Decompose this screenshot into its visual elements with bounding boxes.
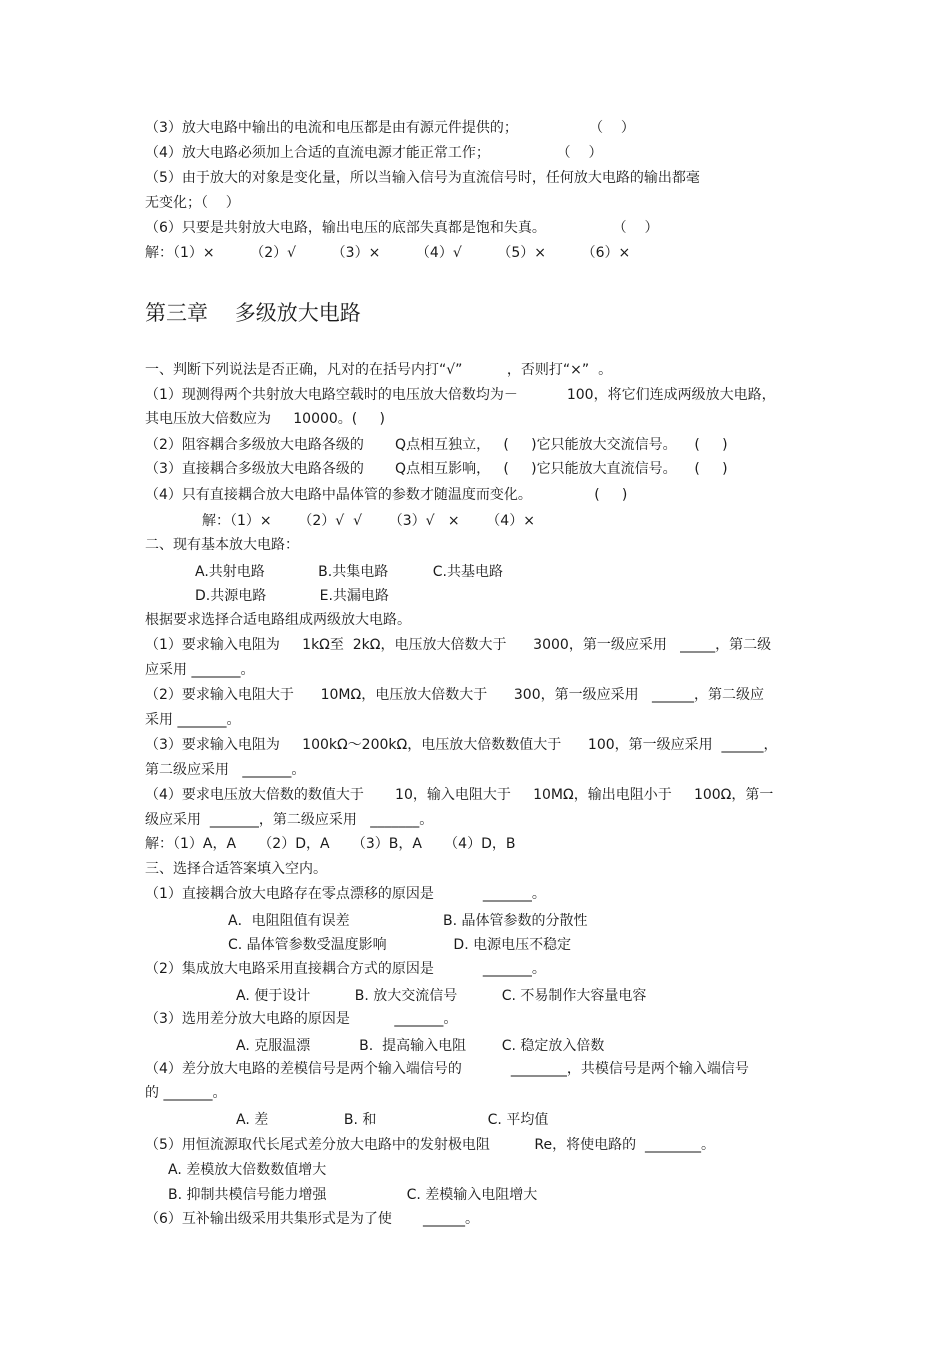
text-line: （2）要求输入电阻大于 10MΩ，电压放大倍数大于 300，第一级应采用 ______，第二级应 [145,687,764,703]
text-line: （3）直接耦合多级放大电路各级的 Q点相互影响， ( )它只能放大直流信号。 ( ) [145,461,728,477]
section-title: 二、现有基本放大电路： [145,537,299,553]
section-title: 一、判断下列说法是否正确，凡对的在括号内打“√” ，否则打“×” 。 [145,362,613,378]
text-line: 应采用 _______。 [145,662,255,678]
question-line: （2）集成放大电路采用直接耦合方式的原因是 _______。 [145,961,546,977]
answer-line: 解：（1）A，A （2）D，A （3）B，A （4）D，B [145,836,516,852]
text-line: （5）由于放大的对象是变化量，所以当输入信号为直流信号时，任何放大电路的输出都毫 [145,170,700,186]
option-row: A. 克服温漂 B. 提高输入电阻 C. 稳定放入倍数 [236,1038,605,1054]
question-line: （5）用恒流源取代长尾式差分放大电路中的发射极电阻 Re，将使电路的 ________。 [145,1137,716,1153]
text-line: 级应采用 _______，第二级应采用 _______。 [145,812,434,828]
option-row: B. 抑制共模信号能力增强 C. 差模输入电阻增大 [168,1187,538,1203]
section-title: 三、选择合适答案填入空内。 [145,861,327,877]
text-line: （2）阻容耦合多级放大电路各级的 Q点相互独立， ( )它只能放大交流信号。 ( ) [145,437,728,453]
answer-line: 解：（1）× （2）√ √ （3）√ × （4）× [202,513,535,529]
text-line: （3）要求输入电阻为 100kΩ～200kΩ，电压放大倍数数值大于 100，第一级应采用 ______， [145,737,778,753]
question-line: （6）互补输出级采用共集形式是为了使 ______。 [145,1211,480,1227]
question-line: 的 _______。 [145,1085,227,1101]
text-line: 其电压放大倍数应为 10000。( ) [145,411,385,427]
text-line: （4）要求电压放大倍数的数值大于 10，输入电阻大于 10MΩ，输出电阻小于 100Ω，第一 [145,787,774,803]
question-line: （3）选用差分放大电路的原因是 _______。 [145,1011,458,1027]
option-row: A. 差模放大倍数数值增大 [168,1162,327,1178]
option-row: A.共射电路 B.共集电路 C.共基电路 [195,564,503,580]
text-line: （6）只要是共射放大电路，输出电压的底部失真都是饱和失真。 （ ） [145,220,659,236]
question-line: （4）差分放大电路的差模信号是两个输入端信号的 ________，共模信号是两个输入端信号 [145,1061,749,1077]
text-line: 无变化；（ ） [145,195,240,211]
question-line: （1）直接耦合放大电路存在零点漂移的原因是 _______。 [145,886,546,902]
text-line: 采用 _______。 [145,712,241,728]
text-line: （1）要求输入电阻为 1kΩ至 2kΩ，电压放大倍数大于 3000，第一级应采用 _____，第二级 [145,637,772,653]
answer-line: 解：（1）× （2）√ （3）× （4）√ （5）× （6）× [145,245,631,261]
text-line: （4）只有直接耦合放大电路中晶体管的参数才随温度而变化。 ( ) [145,487,628,503]
option-row: A. 差 B. 和 C. 平均值 [236,1112,549,1128]
text-line: 第二级应采用 _______。 [145,762,306,778]
text-line: （1）现测得两个共射放大电路空载时的电压放大倍数均为－ 100，将它们连成两级放大电路， [145,387,776,403]
option-row: D.共源电路 E.共漏电路 [195,588,389,604]
option-row: A. 便于设计 B. 放大交流信号 C. 不易制作大容量电容 [236,988,647,1004]
text-line: （3）放大电路中输出的电流和电压都是由有源元件提供的； （ ） [145,120,635,136]
text-line: （4）放大电路必须加上合适的直流电源才能正常工作； （ ） [145,145,603,161]
text-line: 根据要求选择合适电路组成两级放大电路。 [145,612,411,628]
option-row: A．电阻阻值有误差 B. 晶体管参数的分散性 [228,913,588,929]
chapter-title: 第三章 多级放大电路 [145,301,361,325]
option-row: C. 晶体管参数受温度影响 D. 电源电压不稳定 [228,937,572,953]
